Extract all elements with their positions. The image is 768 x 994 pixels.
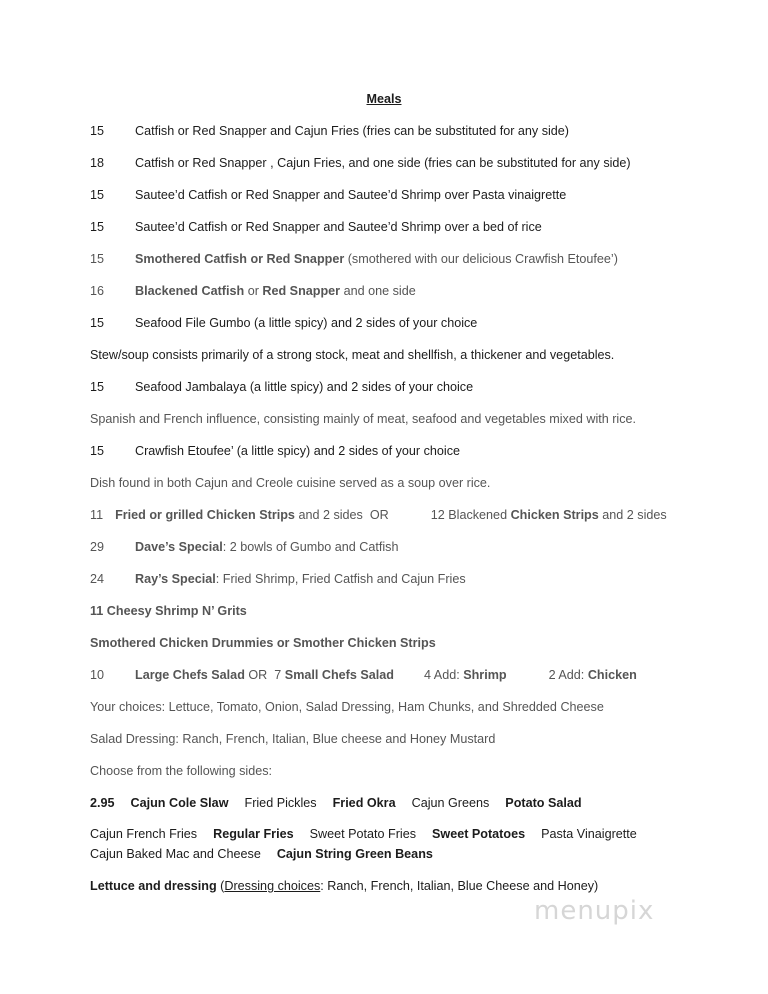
side-item: Cajun Greens <box>411 796 490 810</box>
item-name: Blackened Catfish <box>135 284 245 298</box>
item-price: 24 <box>90 572 105 586</box>
lettuce-label: Lettuce and dressing <box>90 879 217 893</box>
item-price: 11 <box>90 508 104 522</box>
item-note: Stew/soup consists primarily of a strong stock, meat and shellfish, a thickener and vegetables. <box>90 348 615 362</box>
item-note: Spanish and French influence, consisting mainly of meat, seafood and vegetables mixed with rice. <box>90 412 637 426</box>
sides-intro: Choose from the following sides: <box>90 764 273 778</box>
menu-item-daves <box>90 540 398 554</box>
item-price: 7 <box>274 668 282 682</box>
item-price: 15 <box>90 380 105 394</box>
menu-item-jambalaya <box>90 380 473 394</box>
menu-item-gumbo <box>90 316 477 330</box>
add-item: Shrimp <box>463 668 507 682</box>
item-name: Smothered Catfish or Red Snapper <box>135 252 345 266</box>
item-text: Sautee’d Catfish or Red Snapper and Sautee’d Shrimp over a bed of rice <box>135 220 542 234</box>
item-desc: and 2 sides <box>298 508 363 522</box>
side-item: Fried Okra <box>332 796 396 810</box>
menu-item-blackened <box>90 284 416 298</box>
item-price: 15 <box>90 220 105 234</box>
item-price: 16 <box>90 284 105 298</box>
item-price: 18 <box>90 156 105 170</box>
item-name: Large Chefs Salad <box>135 668 245 682</box>
item-price: 29 <box>90 540 105 554</box>
add-label: 2 Add: <box>548 668 585 682</box>
item-price: 12 Blackened <box>430 508 508 522</box>
item-price: 10 <box>90 668 105 682</box>
item-desc: : 2 bowls of Gumbo and Catfish <box>222 540 399 554</box>
or-text: OR <box>248 668 268 682</box>
dressing-choices-label: Dressing choices <box>224 879 321 893</box>
lettuce-dressing <box>90 879 598 893</box>
item-price: 15 <box>90 316 105 330</box>
side-item: Cajun String Green Beans <box>276 847 433 861</box>
side-item: Cajun French Fries <box>90 827 198 841</box>
item-name: Fried or grilled Chicken Strips <box>115 508 295 522</box>
side-item: Potato Salad <box>505 796 582 810</box>
menu-item-smothered <box>90 252 618 266</box>
menu-item-rays <box>90 572 466 586</box>
menu-item-drummies: Smothered Chicken Drummies or Smother Chicken Strips <box>90 636 436 650</box>
add-item: Chicken <box>587 668 637 682</box>
item-price: 15 <box>90 444 105 458</box>
or-text: or <box>247 284 259 298</box>
item-name: Dave’s Special <box>135 540 223 554</box>
menu-item <box>90 220 542 234</box>
menu-item <box>90 156 631 170</box>
item-text: Sautee’d Catfish or Red Snapper and Sautee’d Shrimp over Pasta vinaigrette <box>135 188 567 202</box>
sides-price: 2.95 <box>90 796 115 810</box>
menu-item-grits: 11 Cheesy Shrimp N’ Grits <box>90 604 247 618</box>
salad-choices: Your choices: Lettuce, Tomato, Onion, Salad Dressing, Ham Chunks, and Shredded Cheese <box>90 700 604 714</box>
menupix-watermark: menupix <box>534 896 655 926</box>
menu-item-etoufee <box>90 444 460 458</box>
menu-item-chicken-strips <box>90 508 667 522</box>
menu-item <box>90 188 566 202</box>
item-desc: : Fried Shrimp, Fried Catfish and Cajun Fries <box>215 572 466 586</box>
item-desc: and one side <box>343 284 416 298</box>
item-text: Catfish or Red Snapper , Cajun Fries, and one side (fries can be substituted for any side) <box>135 156 631 170</box>
item-note: Dish found in both Cajun and Creole cuisine served as a soup over rice. <box>90 476 491 490</box>
sides-row <box>90 796 582 810</box>
item-price: 15 <box>90 252 105 266</box>
side-item: Fried Pickles <box>244 796 317 810</box>
item-desc: (smothered with our delicious Crawfish Etoufee’) <box>347 252 618 266</box>
item-name: Small Chefs Salad <box>284 668 394 682</box>
item-name: Chicken Strips <box>510 508 599 522</box>
item-name: Red Snapper <box>262 284 341 298</box>
item-text: Catfish or Red Snapper and Cajun Fries (fries can be substituted for any side) <box>135 124 570 138</box>
side-item: Sweet Potatoes <box>432 827 526 841</box>
side-item: Pasta Vinaigrette <box>541 827 637 841</box>
page-title: Meals <box>366 92 402 106</box>
item-text: Crawfish Etoufee’ (a little spicy) and 2 sides of your choice <box>135 444 461 458</box>
item-price: 15 <box>90 124 105 138</box>
side-item: Cajun Cole Slaw <box>130 796 229 810</box>
item-name: Ray’s Special <box>135 572 216 586</box>
sides-row <box>90 827 637 841</box>
add-label: 4 Add: <box>423 668 460 682</box>
menu-item <box>90 124 569 138</box>
item-text: Seafood File Gumbo (a little spicy) and 2 sides of your choice <box>135 316 478 330</box>
or-text: OR <box>369 508 389 522</box>
sides-row <box>90 847 433 861</box>
salad-dressing: Salad Dressing: Ranch, French, Italian, Blue cheese and Honey Mustard <box>90 732 496 746</box>
paren: ( <box>220 879 225 893</box>
item-text: Seafood Jambalaya (a little spicy) and 2 sides of your choice <box>135 380 474 394</box>
side-item: Sweet Potato Fries <box>309 827 416 841</box>
side-item: Cajun Baked Mac and Cheese <box>90 847 261 861</box>
side-item: Regular Fries <box>213 827 294 841</box>
item-price: 15 <box>90 188 105 202</box>
menu-item-salads <box>90 668 637 682</box>
item-desc: and 2 sides <box>602 508 667 522</box>
dressing-choices-text: : Ranch, French, Italian, Blue Cheese and Honey) <box>320 879 599 893</box>
